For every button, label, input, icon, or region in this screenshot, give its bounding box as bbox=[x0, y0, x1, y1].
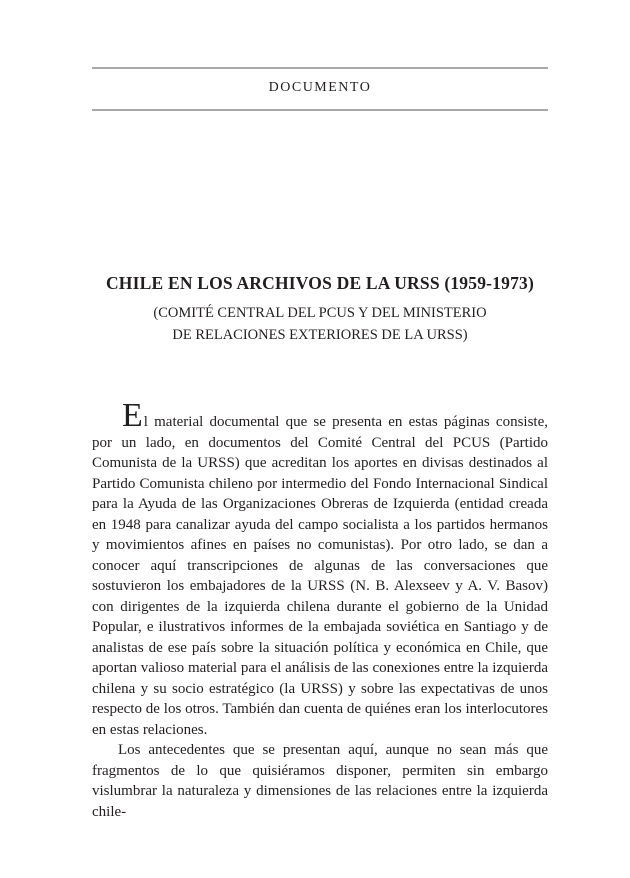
paragraph-first bbox=[92, 397, 548, 740]
paragraph-first-text: l material documental que se presenta en estas páginas consiste, por un lado, en documentos del Comité Central del PCUS (Partido Comunista de la URSS) que acreditan los aportes en divisas destinados al Partido Comunista chileno por intermedio del Fondo Internacional Sindical para la Ayuda de las Organizaciones Obreras de Izquierda (entidad creada en 1948 para canalizar ayuda del campo socialista a los partidos hermanos y movimientos afines en países no comunistas). Por otro lado, se dan a conocer aquí transcripciones de algunas de las conversaciones que sostuvieron los embajadores de la URSS (N. B. Alexseev y A. V. Basov) con dirigentes de la izquierda chilena durante el gobierno de la Unidad Popular, e ilustrativos informes de la embajada soviética en Santiago y de analistas de ese país sobre la situación política y económica en Chile, que aportan valioso material para el análisis de las conexiones entre la izquierda chilena y su socio estratégico (la URSS) y sobre las expectativas de unos respecto de los otros. También dan cuenta de quiénes eran los interlocutores en estas relaciones. bbox=[92, 414, 548, 738]
paragraph-second: Los antecedentes que se presentan aquí, aunque no sean más que fragmentos de lo que quisiéramos disponer, permiten sin embargo vislumbrar la naturaleza y dimensiones de las relaciones entre la izquierda chile- bbox=[92, 742, 548, 820]
header-rule-bottom bbox=[92, 109, 548, 111]
article-subtitle-line1: (COMITÉ CENTRAL DEL PCUS Y DEL MINISTERIO bbox=[153, 305, 487, 321]
article-body bbox=[92, 397, 548, 822]
initial-cap: E bbox=[122, 397, 143, 434]
article-subtitle-line2: DE RELACIONES EXTERIORES DE LA URSS) bbox=[172, 327, 468, 343]
title-block bbox=[67, 273, 573, 346]
running-head: DOCUMENTO bbox=[268, 80, 372, 95]
header-rule-top bbox=[92, 67, 548, 69]
article-title: CHILE EN LOS ARCHIVOS DE LA URSS (1959-1973) bbox=[105, 273, 535, 293]
